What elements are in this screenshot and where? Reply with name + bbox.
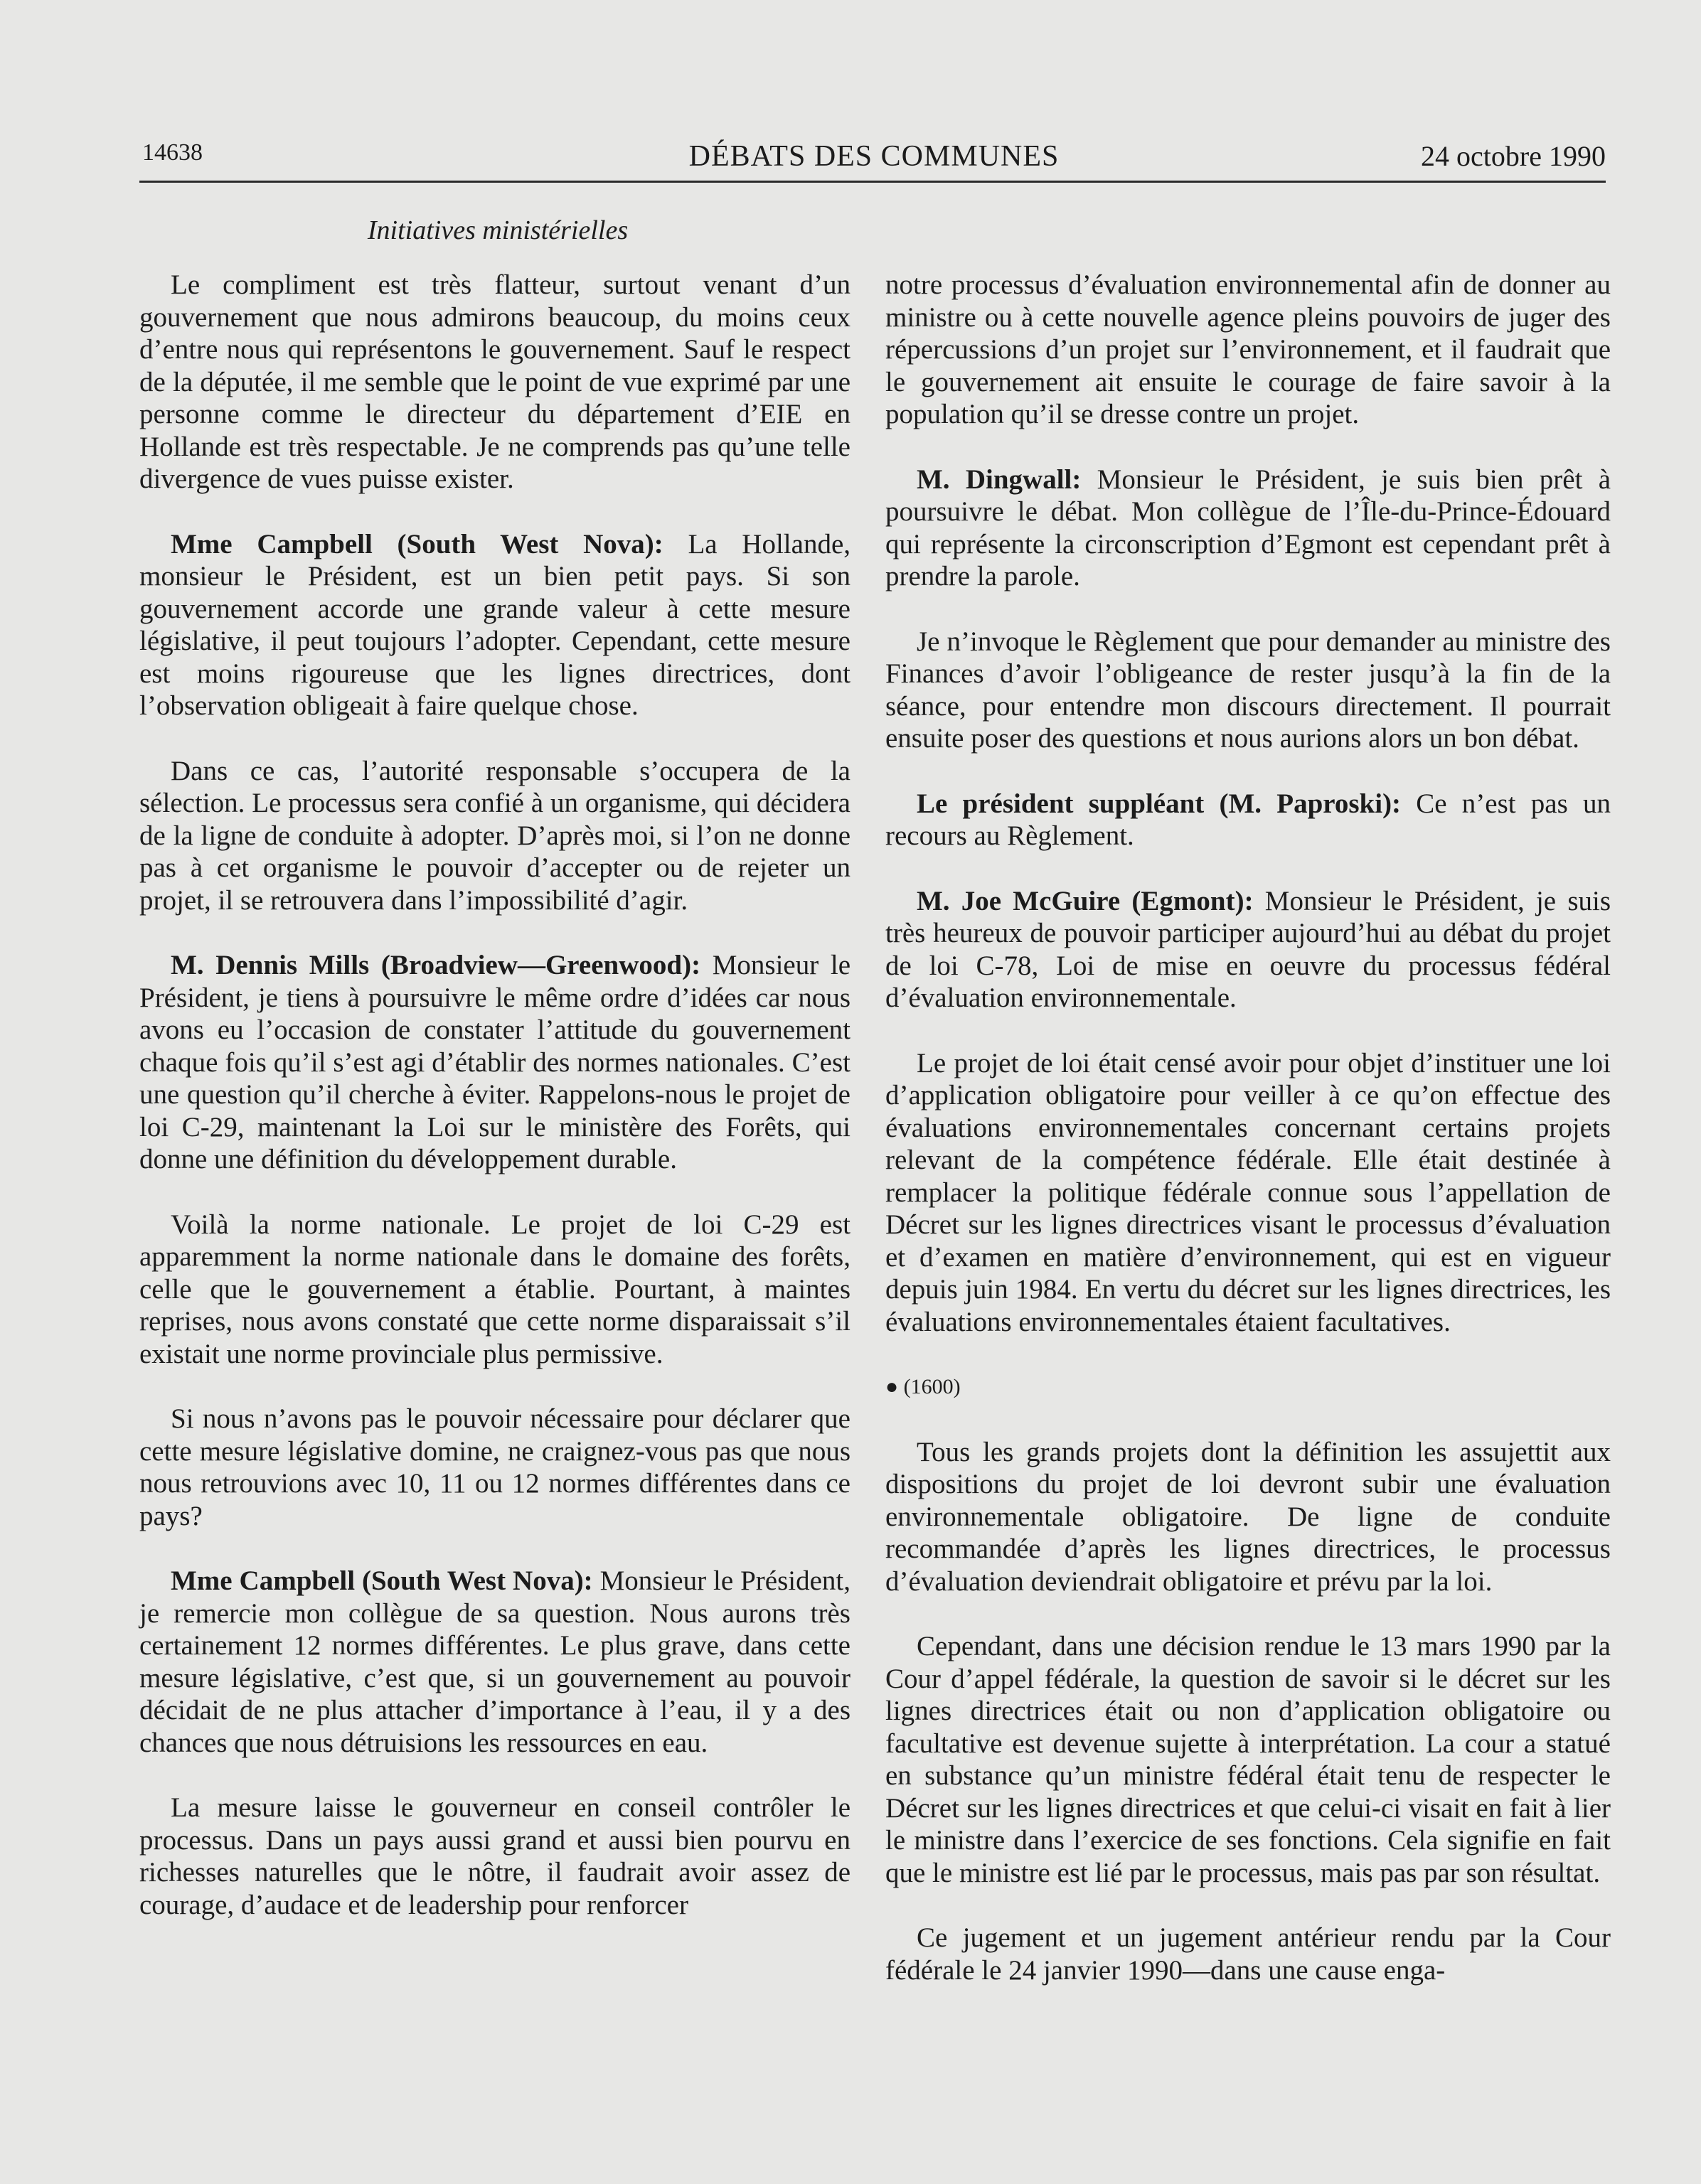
right-column	[885, 269, 1611, 2019]
speaker-name: M. Dingwall:	[917, 464, 1082, 495]
paragraph	[885, 788, 1611, 852]
paragraph-text: Ce jugement et un jugement antérieur rendu par la Cour fédérale le 24 janvier 1990—dans une cause enga-	[885, 1922, 1611, 1986]
paragraph	[139, 1403, 850, 1532]
time-marker	[885, 1371, 1611, 1403]
time-marker-label: (1600)	[903, 1375, 961, 1398]
section-title: Initiatives ministérielles	[367, 215, 629, 245]
bullet-icon: ●	[885, 1375, 904, 1398]
paragraph	[885, 1922, 1611, 1986]
paragraph	[139, 1565, 850, 1759]
speaker-name: Le président suppléant (M. Paproski):	[917, 788, 1402, 819]
publication-date: 24 octobre 1990	[1421, 140, 1606, 172]
paragraph-text: Si nous n’avons pas le pouvoir nécessaire pour déclarer que cette mesure législative domine, ne craignez-vous pas que nous nous retrouvions avec 10, 11 ou 12 normes différentes dans ce pays?	[139, 1403, 850, 1531]
paragraph-text: Monsieur le Président, je remercie mon collègue de sa question. Nous aurons très certainement 12 normes différentes. Le plus grave, dans cette mesure législative, c’est que, si un gouvernement au pouvoir décidait de ne plus attacher d’importance à l’eau, il y a des chances que nous détruisions les ressources en eau.	[139, 1565, 851, 1758]
paragraph	[885, 269, 1611, 431]
paragraph-text: Monsieur le Président, je suis bien prêt à poursuivre le débat. Mon collègue de l’Île-du-Prince-Édouard qui représente la circonscription d’Egmont est cependant prêt à prendre la parole.	[885, 464, 1611, 592]
paragraph	[139, 1209, 850, 1371]
speaker-name: Mme Campbell (South West Nova):	[171, 1565, 593, 1596]
paragraph	[139, 755, 850, 917]
left-column	[139, 269, 850, 1954]
paragraph	[885, 885, 1611, 1015]
paragraph-text: Monsieur le Président, je tiens à poursuivre le même ordre d’idées car nous avons eu l’occasion de constater l’attitude du gouvernement chaque fois qu’il s’est agi d’établir des normes nationales. C’est une question qu’il cherche à éviter. Rappelons-nous le projet de loi C-29, maintenant la Loi sur le ministère des Forêts, qui donne une définition du développement durable.	[139, 950, 851, 1174]
paragraph	[139, 1792, 850, 1921]
paragraph	[139, 528, 850, 722]
paragraph-text: Ce n’est pas un recours au Règlement.	[885, 788, 1611, 851]
page-number: 14638	[142, 139, 203, 166]
paragraph-text: Le projet de loi était censé avoir pour objet d’instituer une loi d’application obligatoire pour veiller à ce qu’on effectue des évaluations environnementales concernant certains projets relevant de la compétence fédérale. Elle était destinée à remplacer la politique fédérale connue sous l’appellation de Décret sur les lignes directrices visant le processus d’évaluation et d’examen en matière d’environnement, qui est en vigueur depuis juin 1984. En vertu du décret sur les lignes directrices, les évaluations environnementales étaient facultatives.	[885, 1047, 1611, 1337]
paragraph-text: Voilà la norme nationale. Le projet de loi C-29 est apparemment la norme nationale dans le domaine des forêts, celle que le gouvernement a établie. Pourtant, à maintes reprises, nous avons constaté que cette norme disparaissait s’il existait une norme provinciale plus permissive.	[139, 1209, 850, 1369]
paragraph-text: Monsieur le Président, je suis très heureux de pouvoir participer aujourd’hui au débat du projet de loi C-78, Loi de mise en oeuvre du processus fédéral d’évaluation environnementale.	[885, 885, 1611, 1013]
speaker-name: Mme Campbell (South West Nova):	[171, 528, 663, 560]
paragraph-text: Tous les grands projets dont la définition les assujettit aux dispositions du projet de loi devront subir une évaluation environnementale obligatoire. De ligne de conduite recommandée d’après les lignes directrices, le processus d’évaluation deviendrait obligatoire et prévu par la loi.	[885, 1436, 1611, 1597]
header-rule	[139, 181, 1606, 183]
publication-title: DÉBATS DES COMMUNES	[688, 140, 1060, 173]
paragraph	[885, 626, 1611, 755]
paragraph-text: La Hollande, monsieur le Président, est un bien petit pays. Si son gouvernement accorde une grande valeur à cette mesure législative, il peut toujours l’adopter. Cependant, cette mesure est moins rigoureuse que les lignes directrices, dont l’observation obligeait à faire quelque chose.	[139, 528, 851, 721]
paragraph-text: Cependant, dans une décision rendue le 13 mars 1990 par la Cour d’appel fédérale, la question de savoir si le décret sur les lignes directrices était ou non d’application obligatoire ou facultative est devenue sujette à interprétation. La cour a statué en substance qu’un ministre fédéral était tenu de respecter le Décret sur les lignes directrices et que celui-ci visait en fait à lier le ministre dans l’exercice de ses fonctions. Cela signifie en fait que le ministre est lié par le processus, mais pas par son résultat.	[885, 1631, 1611, 1888]
paragraph	[885, 1047, 1611, 1339]
paragraph-text: La mesure laisse le gouverneur en conseil contrôler le processus. Dans un pays aussi grand et aussi bien pourvu en richesses naturelles que le nôtre, il faudrait avoir assez de courage, d’audace et de leadership pour renforcer	[139, 1792, 850, 1920]
paragraph-text: Je n’invoque le Règlement que pour demander au ministre des Finances d’avoir l’obligeance de rester jusqu’à la fin de la séance, pour entendre mon discours directement. Il pourrait ensuite poser des questions et nous aurions alors un bon débat.	[885, 626, 1611, 754]
paragraph	[139, 269, 850, 496]
speaker-name: M. Dennis Mills (Broadview—Greenwood):	[171, 950, 701, 980]
speaker-name: M. Joe McGuire (Egmont):	[917, 885, 1254, 916]
paragraph	[885, 1436, 1611, 1598]
paragraph-text: Le compliment est très flatteur, surtout venant d’un gouvernement que nous admirons beaucoup, du moins ceux d’entre nous qui représentons le gouvernement. Sauf le respect de la députée, il me semble que le point de vue exprimé par une personne comme le directeur du département d’EIE en Hollande est très respectable. Je ne comprends pas qu’une telle divergence de vues puisse exister.	[139, 269, 850, 494]
paragraph	[885, 1630, 1611, 1889]
paragraph	[885, 464, 1611, 593]
paragraph-text: notre processus d’évaluation environnemental afin de donner au ministre ou à cette nouvelle agence pleins pouvoirs de juger des répercussions d’un projet sur l’environnement, et il faudrait que le gouvernement ait ensuite le courage de faire savoir à la population qu’il se dresse contre un projet.	[885, 269, 1611, 429]
paragraph	[139, 949, 850, 1176]
page-header	[142, 139, 1606, 182]
paragraph-text: Dans ce cas, l’autorité responsable s’occupera de la sélection. Le processus sera confié à un organisme, qui décidera de la ligne de conduite à adopter. D’après moi, si l’on ne donne pas à cet organisme le pouvoir d’accepter ou de rejeter un projet, il se retrouvera dans l’impossibilité d’agir.	[139, 755, 850, 916]
